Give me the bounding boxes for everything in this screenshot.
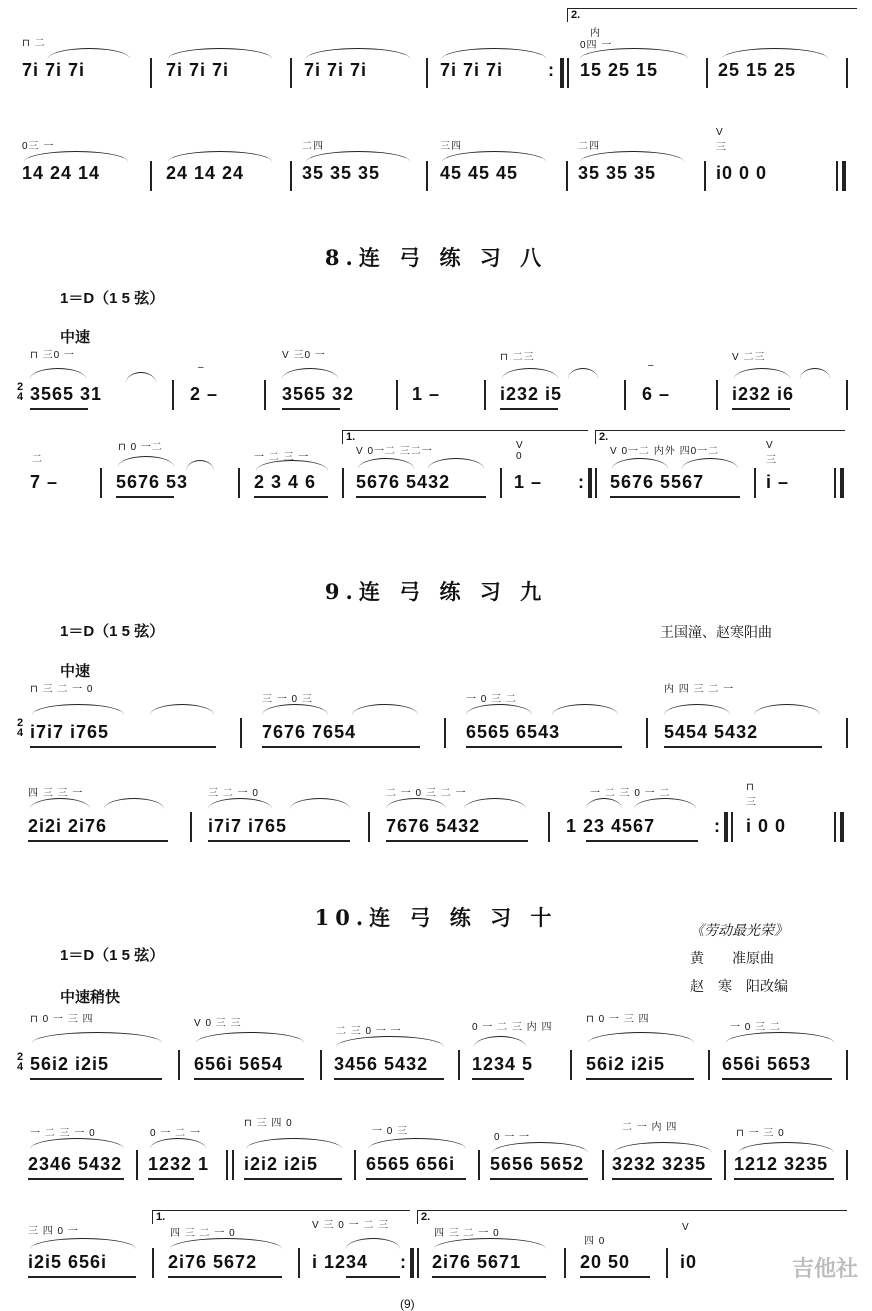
slur xyxy=(800,368,830,379)
slur xyxy=(466,704,532,715)
slur xyxy=(588,1032,694,1043)
slur xyxy=(568,368,598,379)
barline xyxy=(172,380,174,410)
barline xyxy=(354,1150,356,1180)
beam xyxy=(586,840,698,842)
barline xyxy=(136,1150,138,1180)
barline xyxy=(426,161,428,191)
fingering: 0 一 二 三 内 四 xyxy=(472,1022,553,1033)
barline xyxy=(567,58,569,88)
slur xyxy=(32,704,124,715)
fingering: 一 二 三 一 0 xyxy=(30,1128,96,1139)
fingering: V 三0 一 xyxy=(282,350,326,361)
barline xyxy=(190,812,192,842)
measure: 2i2i 2i76 xyxy=(28,816,108,836)
barline xyxy=(290,161,292,191)
fingering: 一 二 三 0 一 二 xyxy=(590,788,671,799)
fingering: ⊓ 二三 xyxy=(500,352,535,363)
slur xyxy=(336,1036,444,1047)
fingering: V 0一二 内外 四0一二 xyxy=(610,446,720,457)
beam xyxy=(490,1178,588,1180)
slur xyxy=(282,368,338,379)
slur xyxy=(442,48,546,59)
fingering: 0四 一 xyxy=(580,40,613,51)
barline xyxy=(426,58,428,88)
fingering: ⊓ 0 一 三 四 xyxy=(30,1014,94,1025)
slur xyxy=(30,368,86,379)
slur xyxy=(358,458,414,469)
measure: 2 – xyxy=(190,384,219,404)
beam xyxy=(116,496,174,498)
beam xyxy=(334,1078,444,1080)
barline xyxy=(298,1248,300,1278)
fingering: 内 xyxy=(590,28,601,39)
barline-final xyxy=(840,468,844,498)
barline xyxy=(484,380,486,410)
measure: 1 – xyxy=(514,472,543,492)
fingering: V xyxy=(682,1222,690,1233)
barline xyxy=(646,718,648,748)
slur xyxy=(168,48,272,59)
barline xyxy=(238,468,240,498)
measure: 5676 5432 xyxy=(356,472,451,492)
top-line-2 xyxy=(0,125,872,195)
slur xyxy=(754,704,820,715)
slur xyxy=(126,372,156,383)
fingering: V 三 0 一 二 三 xyxy=(312,1220,390,1231)
measure: 3232 3235 xyxy=(612,1154,707,1174)
measure: 3565 32 xyxy=(282,384,355,404)
slur xyxy=(150,1138,206,1149)
barline xyxy=(716,380,718,410)
measure: 1234 5 xyxy=(472,1054,534,1074)
beam xyxy=(466,746,622,748)
slur xyxy=(474,1036,526,1047)
measure: i0 0 0 xyxy=(716,163,768,183)
slur xyxy=(586,798,622,809)
fingering: V 三 xyxy=(766,440,777,466)
fingering: 二四 xyxy=(302,141,324,152)
measure: 1 – xyxy=(412,384,441,404)
measure: 5454 5432 xyxy=(664,722,759,742)
slur xyxy=(634,798,696,809)
barline xyxy=(570,1050,572,1080)
fingering: ⊓ 三 四 0 xyxy=(244,1118,293,1129)
barline xyxy=(368,812,370,842)
slur xyxy=(262,704,328,715)
fingering: 三四 xyxy=(440,141,462,152)
barline xyxy=(708,1050,710,1080)
tempo-marking: 中速 xyxy=(60,663,91,680)
watermark-logo: 吉他社 xyxy=(791,1256,858,1281)
beam xyxy=(612,1178,712,1180)
measure: i 0 0 xyxy=(746,816,787,836)
key-signature: 1＝D（1 5 弦） xyxy=(60,290,165,307)
beam xyxy=(262,746,420,748)
fingering: 0 一 一 xyxy=(494,1132,531,1143)
slur xyxy=(726,1032,834,1043)
barline xyxy=(834,812,836,842)
fingering: 三 二 一 0 xyxy=(208,788,259,799)
barline xyxy=(846,718,848,748)
fingering: 一 0 三 二 xyxy=(730,1022,781,1033)
barline xyxy=(396,380,398,410)
exercise-9-title: 9.连 弓 练 习 九 xyxy=(324,579,548,604)
measure: 1 23 4567 xyxy=(566,816,656,836)
measure: 25 15 25 xyxy=(718,60,797,80)
time-signature: 2 4 xyxy=(16,381,24,403)
slur xyxy=(196,1032,304,1043)
slur xyxy=(386,798,446,809)
ex10-line-1 xyxy=(0,1008,872,1078)
beam xyxy=(244,1178,342,1180)
measure: 56i2 i2i5 xyxy=(586,1054,666,1074)
fingering: 二 三 0 一 一 xyxy=(336,1026,402,1037)
measure: 5676 53 xyxy=(116,472,189,492)
measure: i232 i5 xyxy=(500,384,563,404)
volta-bracket-2: 2. xyxy=(595,430,845,444)
measure: 35 35 35 xyxy=(578,163,657,183)
slur xyxy=(552,704,618,715)
beam xyxy=(432,1276,546,1278)
beam xyxy=(664,746,822,748)
ex10-line-2 xyxy=(0,1110,872,1180)
barline xyxy=(444,718,446,748)
composer-credit: 王国潼、赵寒阳曲 xyxy=(660,624,772,640)
slur xyxy=(502,368,558,379)
barline xyxy=(342,468,344,498)
measure: 20 50 xyxy=(580,1252,631,1272)
measure: 7i 7i 7i xyxy=(440,60,504,80)
measure: 2346 5432 xyxy=(28,1154,123,1174)
slur xyxy=(208,798,272,809)
slur xyxy=(104,798,164,809)
beam xyxy=(28,1178,124,1180)
exercise-8-title: 8.连 弓 练 习 八 xyxy=(324,245,548,270)
measure: 2 3 4 6 xyxy=(254,472,317,492)
ex9-line-2 xyxy=(0,770,872,840)
fingering: ⊓ 二 xyxy=(22,38,46,49)
ex10-line-3 xyxy=(0,1208,872,1278)
fingering: 四 0 xyxy=(584,1236,606,1247)
slur xyxy=(464,798,526,809)
measure: 656i 5654 xyxy=(194,1054,284,1074)
slur xyxy=(32,1032,162,1043)
measure: 2i76 5671 xyxy=(432,1252,522,1272)
barline-final xyxy=(840,812,844,842)
beam xyxy=(356,496,486,498)
slur xyxy=(734,368,790,379)
fingering: 0三 一 xyxy=(22,141,55,152)
slur xyxy=(186,460,214,471)
measure: 5676 5567 xyxy=(610,472,705,492)
exercise-10-title: 10.连 弓 练 习 十 xyxy=(314,905,558,930)
barline xyxy=(846,380,848,410)
beam xyxy=(254,496,328,498)
fingering: 三 四 0 一 xyxy=(28,1226,79,1237)
slur xyxy=(492,1142,588,1153)
measure: i2i5 656i xyxy=(28,1252,108,1272)
measure: 1212 3235 xyxy=(734,1154,829,1174)
slur xyxy=(306,151,410,162)
beam xyxy=(732,408,790,410)
barline xyxy=(150,161,152,191)
volta-bracket-2: 2. xyxy=(417,1210,847,1224)
barline xyxy=(264,380,266,410)
barline xyxy=(500,468,502,498)
beam xyxy=(30,408,88,410)
slur xyxy=(428,458,484,469)
slur xyxy=(738,1142,834,1153)
slur xyxy=(30,798,90,809)
barline-repeat xyxy=(560,58,564,88)
measure: 7 – xyxy=(30,472,59,492)
fingering: 二 xyxy=(32,454,43,465)
barline xyxy=(566,161,568,191)
measure: 7i 7i 7i xyxy=(304,60,368,80)
repeat-dots: : xyxy=(548,60,555,80)
slur xyxy=(48,48,130,59)
beam xyxy=(194,1078,304,1080)
measure: 3565 31 xyxy=(30,384,103,404)
measure: 7676 5432 xyxy=(386,816,481,836)
barline xyxy=(624,380,626,410)
key-signature: 1＝D（1 5 弦） xyxy=(60,947,165,964)
barline xyxy=(548,812,550,842)
tempo-marking: 中速稍快 xyxy=(60,989,121,1006)
fingering: ⊓ 三 二 一 0 xyxy=(30,684,94,695)
repeat-dots: : xyxy=(578,472,585,492)
time-signature: 2 4 xyxy=(16,717,24,739)
barline xyxy=(150,58,152,88)
slur xyxy=(30,1238,136,1249)
measure: 7i 7i 7i xyxy=(166,60,230,80)
measure: 2i76 5672 xyxy=(168,1252,258,1272)
measure: 45 45 45 xyxy=(440,163,519,183)
fingering: ⊓ 一 三 0 xyxy=(736,1128,785,1139)
measure: i2i2 i2i5 xyxy=(244,1154,319,1174)
fingering: 四 三 三 一 xyxy=(28,788,84,799)
fingering: V 二三 xyxy=(732,352,766,363)
key-signature: 1＝D（1 5 弦） xyxy=(60,623,165,640)
slur xyxy=(346,1238,400,1249)
barline xyxy=(100,468,102,498)
measure: 1232 1 xyxy=(148,1154,210,1174)
slur xyxy=(368,1138,466,1149)
barline xyxy=(478,1150,480,1180)
slur xyxy=(434,1238,546,1249)
slur xyxy=(682,458,738,469)
measure: 14 24 14 xyxy=(22,163,101,183)
slur xyxy=(352,704,418,715)
barline xyxy=(834,468,836,498)
slur xyxy=(614,1142,712,1153)
barline xyxy=(836,161,838,191)
barline xyxy=(706,58,708,88)
barline xyxy=(226,1150,228,1180)
song-title: 《劳动最光荣》 xyxy=(690,922,788,938)
measure: 56i2 i2i5 xyxy=(30,1054,110,1074)
measure: 24 14 24 xyxy=(166,163,245,183)
beam xyxy=(586,1078,694,1080)
fingering: V 三 xyxy=(716,127,727,153)
barline xyxy=(232,1150,234,1180)
beam xyxy=(148,1178,194,1180)
fingering: 二 一 内 四 xyxy=(622,1122,678,1133)
slur xyxy=(118,456,174,467)
measure: i0 xyxy=(680,1252,698,1272)
ex8-line-2 xyxy=(0,428,872,498)
beam xyxy=(580,1276,650,1278)
barline xyxy=(846,1050,848,1080)
fingering: ⊓ 三0 一 xyxy=(30,350,75,361)
repeat-dots: : xyxy=(400,1252,407,1272)
beam xyxy=(500,408,558,410)
fingering: 三 一 0 三 xyxy=(262,694,313,705)
tempo-marking: 中速 xyxy=(60,329,91,346)
barline-final xyxy=(842,161,846,191)
composer-credit: 黄 准原曲 xyxy=(690,950,774,966)
fingering: 一 0 三 xyxy=(372,1126,409,1137)
top-line-1 xyxy=(0,9,872,88)
barline xyxy=(178,1050,180,1080)
fingering: 二 一 0 三 二 一 xyxy=(386,788,467,799)
barline xyxy=(458,1050,460,1080)
barline xyxy=(595,468,597,498)
measure: i7i7 i765 xyxy=(208,816,288,836)
barline xyxy=(846,58,848,88)
beam xyxy=(282,408,340,410)
barline xyxy=(320,1050,322,1080)
slur xyxy=(442,151,546,162)
slur xyxy=(612,458,668,469)
fingering: ⊓ 三 xyxy=(746,782,757,808)
beam xyxy=(346,1276,400,1278)
fingering: 内 四 三 二 一 xyxy=(664,684,735,695)
measure: 6565 656i xyxy=(366,1154,456,1174)
measure: i232 i6 xyxy=(732,384,795,404)
measure: 7i 7i 7i xyxy=(22,60,86,80)
slur xyxy=(30,1138,124,1149)
measure: i – xyxy=(766,472,790,492)
repeat-dots: : xyxy=(714,816,721,836)
measure: 7676 7654 xyxy=(262,722,357,742)
slur xyxy=(722,48,828,59)
measure: 6 – xyxy=(642,384,671,404)
measure: 656i 5653 xyxy=(722,1054,812,1074)
measure: i 1234 xyxy=(312,1252,369,1272)
barline xyxy=(240,718,242,748)
fingering: V 0 xyxy=(516,440,524,462)
fingering: – xyxy=(648,360,655,371)
measure: 6565 6543 xyxy=(466,722,561,742)
barline xyxy=(704,161,706,191)
slur xyxy=(170,1238,282,1249)
beam xyxy=(208,840,350,842)
measure: 15 25 15 xyxy=(580,60,659,80)
ex8-line-1 xyxy=(0,340,872,410)
beam xyxy=(30,1078,162,1080)
beam xyxy=(386,840,528,842)
slur xyxy=(290,798,350,809)
barline xyxy=(152,1248,154,1278)
slur xyxy=(168,151,272,162)
barline xyxy=(602,1150,604,1180)
volta-bracket: 2. xyxy=(567,8,857,22)
arranger-credit: 赵 寒 阳改编 xyxy=(690,978,788,994)
measure: i7i7 i765 xyxy=(30,722,110,742)
slur xyxy=(24,151,128,162)
barline-repeat xyxy=(410,1248,414,1278)
volta-bracket-1: 1. xyxy=(342,430,588,444)
barline-repeat xyxy=(588,468,592,498)
barline xyxy=(846,1150,848,1180)
measure: 3456 5432 xyxy=(334,1054,429,1074)
barline xyxy=(731,812,733,842)
barline-repeat xyxy=(724,812,728,842)
slur xyxy=(306,48,410,59)
barline xyxy=(724,1150,726,1180)
beam xyxy=(722,1078,832,1080)
beam xyxy=(366,1178,466,1180)
fingering: 二四 xyxy=(578,141,600,152)
fingering: ⊓ 0 一 三 四 xyxy=(586,1014,650,1025)
beam xyxy=(168,1276,282,1278)
slur xyxy=(664,704,730,715)
beam xyxy=(30,746,216,748)
ex9-line-1 xyxy=(0,676,872,746)
page-number: (9) xyxy=(400,1297,415,1311)
barline xyxy=(666,1248,668,1278)
fingering: V 0 三 三 xyxy=(194,1018,242,1029)
time-signature: 2 4 xyxy=(16,1051,24,1073)
beam xyxy=(28,840,168,842)
beam xyxy=(472,1078,524,1080)
slur xyxy=(150,704,214,715)
fingering: – xyxy=(198,362,205,373)
fingering: 四 三 二 一 0 xyxy=(170,1228,236,1239)
volta-bracket-1: 1. xyxy=(152,1210,410,1224)
beam xyxy=(28,1276,136,1278)
slur xyxy=(580,151,684,162)
fingering: ⊓ 0 一二 xyxy=(118,442,163,453)
barline xyxy=(564,1248,566,1278)
fingering: 一 0 三 二 xyxy=(466,694,517,705)
fingering: 一 二 三 一 xyxy=(254,452,310,463)
fingering: 四 三 二 一 0 xyxy=(434,1228,500,1239)
barline xyxy=(754,468,756,498)
fingering: V 0一二 三二一 xyxy=(356,446,433,457)
measure: 35 35 35 xyxy=(302,163,381,183)
measure: 5656 5652 xyxy=(490,1154,585,1174)
slur xyxy=(246,1138,342,1149)
fingering: 0 一 二 一 xyxy=(150,1128,201,1139)
barline xyxy=(290,58,292,88)
barline xyxy=(417,1248,419,1278)
beam xyxy=(734,1178,834,1180)
beam xyxy=(610,496,740,498)
